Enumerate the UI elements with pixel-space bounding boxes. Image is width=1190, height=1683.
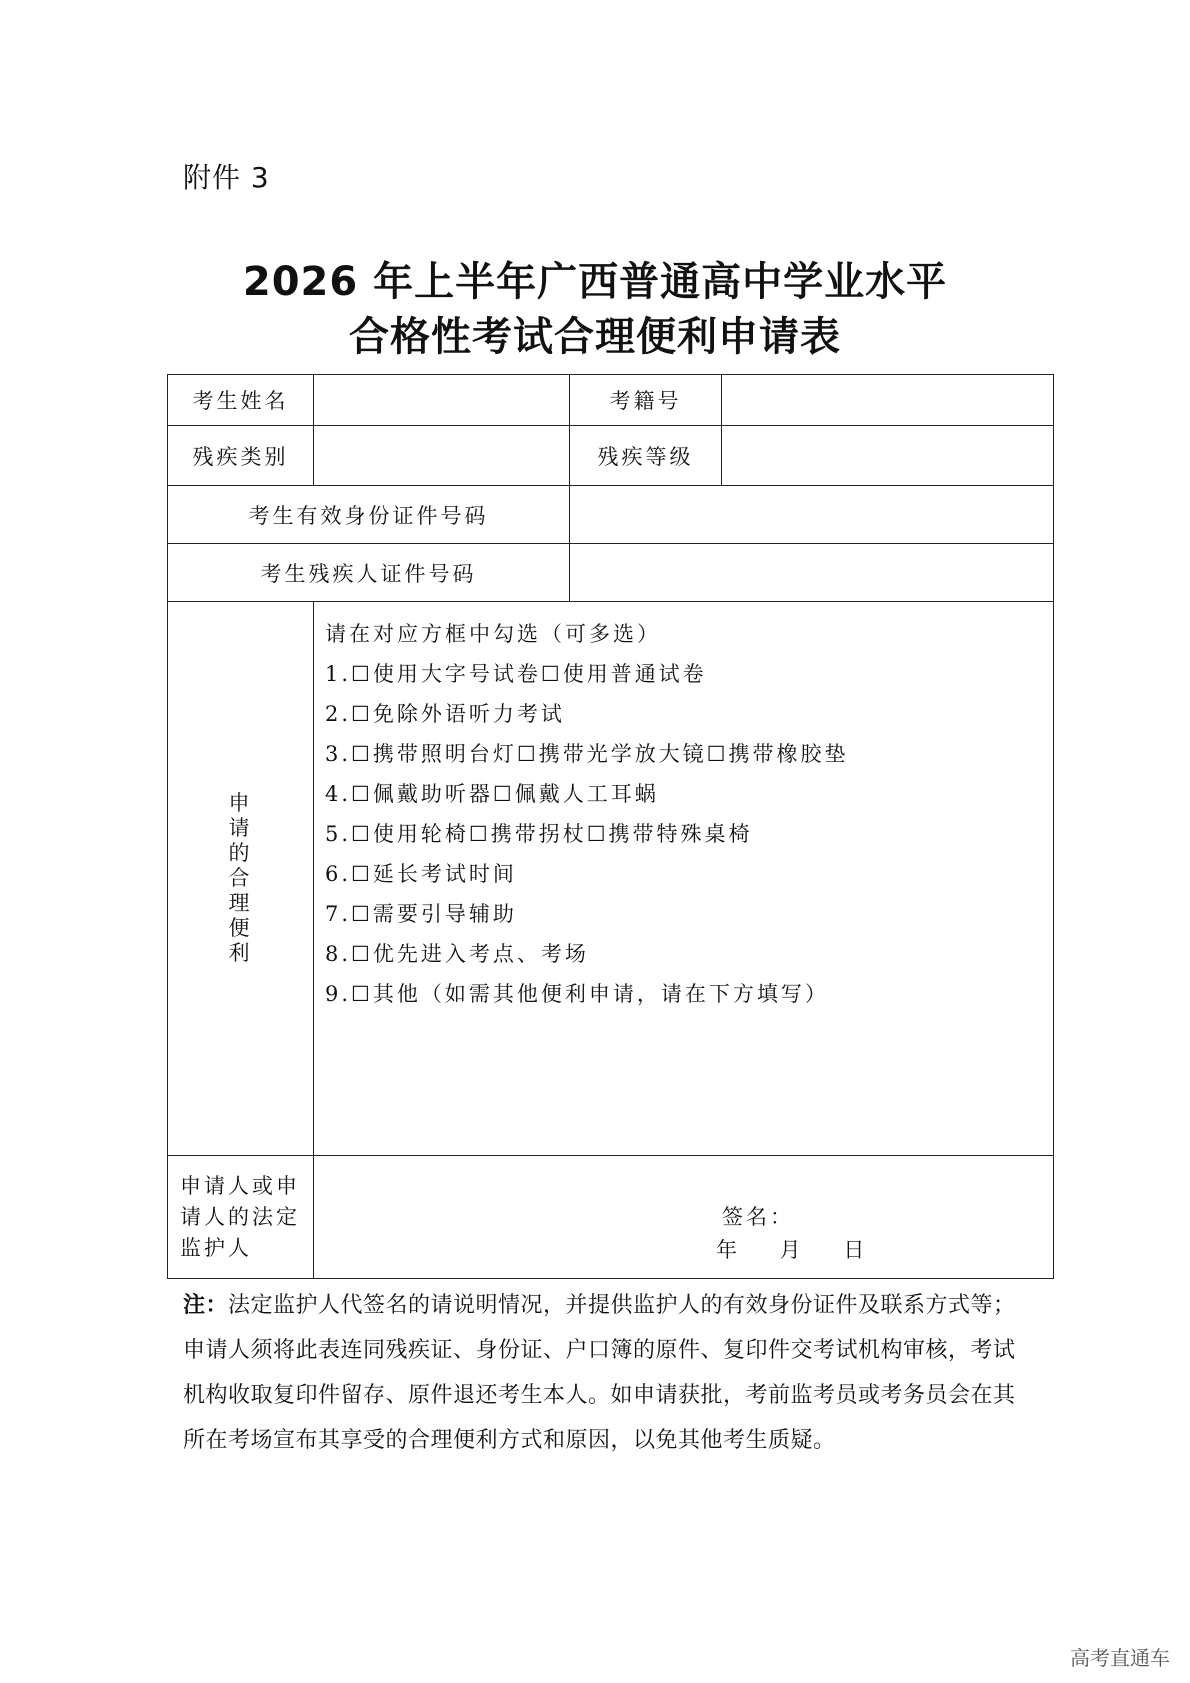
form-row-signature <box>168 1156 1054 1279</box>
footnote-prefix: 注： <box>183 1292 229 1318</box>
option-priority-entry[interactable]: 8.☐优先进入考点、考场 <box>325 942 589 966</box>
footnote <box>183 1283 1023 1463</box>
form-title-line2: 合格性考试合理便利申请表 <box>349 314 841 360</box>
request-label-char: 利 <box>228 941 253 965</box>
option-listening-exemption[interactable]: 2.☐免除外语听力考试 <box>325 702 565 726</box>
request-intro: 请在对应方框中勾选（可多选） <box>325 622 661 646</box>
option-hearing-aid[interactable]: 4.☐佩戴助听器☐佩戴人工耳蜗 <box>325 782 659 806</box>
request-options-cell <box>314 602 1054 1156</box>
reg-no-field[interactable] <box>722 375 1054 426</box>
option-large-print[interactable]: 1.☐使用大字号试卷☐使用普通试卷 <box>325 662 707 686</box>
application-form-table <box>167 374 1054 1279</box>
option-wheelchair[interactable]: 5.☐使用轮椅☐携带拐杖☐携带特殊桌椅 <box>325 822 753 846</box>
disability-cert-field[interactable] <box>570 544 1054 602</box>
request-label-text <box>168 791 313 966</box>
request-label-char: 便 <box>228 916 253 940</box>
disability-type-field[interactable] <box>314 426 570 486</box>
footnote-text: 法定监护人代签名的请说明情况，并提供监护人的有效身份证件及联系方式等；申请人须将此表连同残疾证、身份证、户口簿的原件、复印件交考试机构审核，考试机构收取复印件留存、原件退还考生本人。如申请获批，考前监考员或考务员会在其所在考场宣布其享受的合理便利方式和原因，以免其他考生质疑。 <box>183 1293 1016 1453</box>
form-title-line1: 2026 年上半年广西普通高中学业水平 <box>242 259 948 305</box>
option-lighting-magnifier[interactable]: 3.☐携带照明台灯☐携带光学放大镜☐携带橡胶垫 <box>325 742 849 766</box>
disability-type-label: 残疾类别 <box>168 426 314 486</box>
request-label-char: 的 <box>228 841 253 865</box>
guardian-label-line3: 监护人 <box>180 1235 252 1260</box>
form-row-disability-cert <box>168 544 1054 602</box>
id-no-label: 考生有效身份证件号码 <box>168 486 570 544</box>
option-extended-time[interactable]: 6.☐延长考试时间 <box>325 862 517 886</box>
form-row-disability <box>168 426 1054 486</box>
date-label: 年 月 日 <box>716 1238 868 1262</box>
request-label-char: 申 <box>228 791 253 815</box>
signature-area[interactable] <box>314 1156 1054 1279</box>
reg-no-label: 考籍号 <box>570 375 722 426</box>
id-no-field[interactable] <box>570 486 1054 544</box>
signature-label: 签名： <box>722 1205 794 1229</box>
form-row-requests <box>168 602 1054 1156</box>
form-row-id <box>168 486 1054 544</box>
request-label-char: 理 <box>228 891 253 915</box>
guardian-label <box>168 1156 314 1279</box>
watermark: 高考直通车 <box>1070 1646 1170 1670</box>
attachment-label: 附件 3 <box>183 161 270 194</box>
option-other[interactable]: 9.☐其他（如需其他便利申请，请在下方填写） <box>325 982 829 1006</box>
request-label-char: 合 <box>228 866 253 890</box>
name-label: 考生姓名 <box>168 375 314 426</box>
disability-cert-label: 考生残疾人证件号码 <box>168 544 570 602</box>
disability-level-label: 残疾等级 <box>570 426 722 486</box>
request-label-char: 请 <box>228 816 253 840</box>
disability-level-field[interactable] <box>722 426 1054 486</box>
guardian-label-line1: 申请人或申 <box>180 1173 300 1198</box>
option-guidance[interactable]: 7.☐需要引导辅助 <box>325 902 517 926</box>
form-row-name <box>168 375 1054 426</box>
guardian-label-line2: 请人的法定 <box>180 1204 300 1229</box>
name-field[interactable] <box>314 375 570 426</box>
request-label <box>168 602 314 1156</box>
